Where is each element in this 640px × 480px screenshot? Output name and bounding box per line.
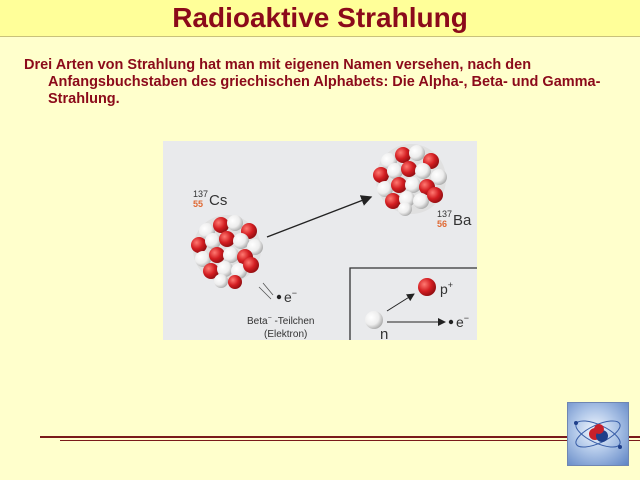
emission-line-1 bbox=[263, 283, 273, 295]
atom-logo-icon bbox=[567, 402, 629, 466]
cs-mass-number: 137 bbox=[193, 189, 209, 199]
ba-symbol: Ba bbox=[453, 212, 472, 229]
cs-symbol: Cs bbox=[209, 192, 228, 209]
inset-neutron-decay bbox=[350, 268, 477, 340]
beta-decay-figure bbox=[163, 141, 477, 340]
proton-particle bbox=[418, 278, 436, 296]
inset-electron-dot bbox=[449, 320, 453, 324]
beta-caption-electron: (Elektron) bbox=[264, 329, 308, 340]
ba-atomic-number: 56 bbox=[437, 219, 448, 229]
electron-dot bbox=[277, 295, 281, 299]
intro-paragraph: Drei Arten von Strahlung hat man mit eigenen Namen versehen, nach den Anfangsbuchstaben des griechischen Alphabets: Die Alpha-, Beta- und Gamma-Strahlung. bbox=[24, 57, 601, 107]
arrow-to-proton bbox=[387, 294, 414, 311]
ba-nucleus bbox=[373, 144, 447, 216]
proton-label: p+ bbox=[440, 280, 454, 297]
footer-rule-top bbox=[40, 436, 640, 438]
footer-rule-bottom bbox=[60, 440, 640, 441]
electron-label: e− bbox=[284, 288, 298, 305]
cs-atomic-number: 55 bbox=[193, 199, 204, 209]
decay-arrow bbox=[267, 197, 371, 237]
ba-mass-number: 137 bbox=[437, 209, 453, 219]
beta-decay-diagram bbox=[163, 141, 477, 340]
beta-caption: Beta− -Teilchen bbox=[247, 315, 315, 327]
neutron-label: n bbox=[380, 326, 389, 340]
emission-line-2 bbox=[259, 287, 271, 299]
inset-electron-label: e− bbox=[456, 313, 470, 330]
slide-title: Radioaktive Strahlung bbox=[172, 2, 468, 33]
cs-nucleus bbox=[191, 215, 263, 289]
